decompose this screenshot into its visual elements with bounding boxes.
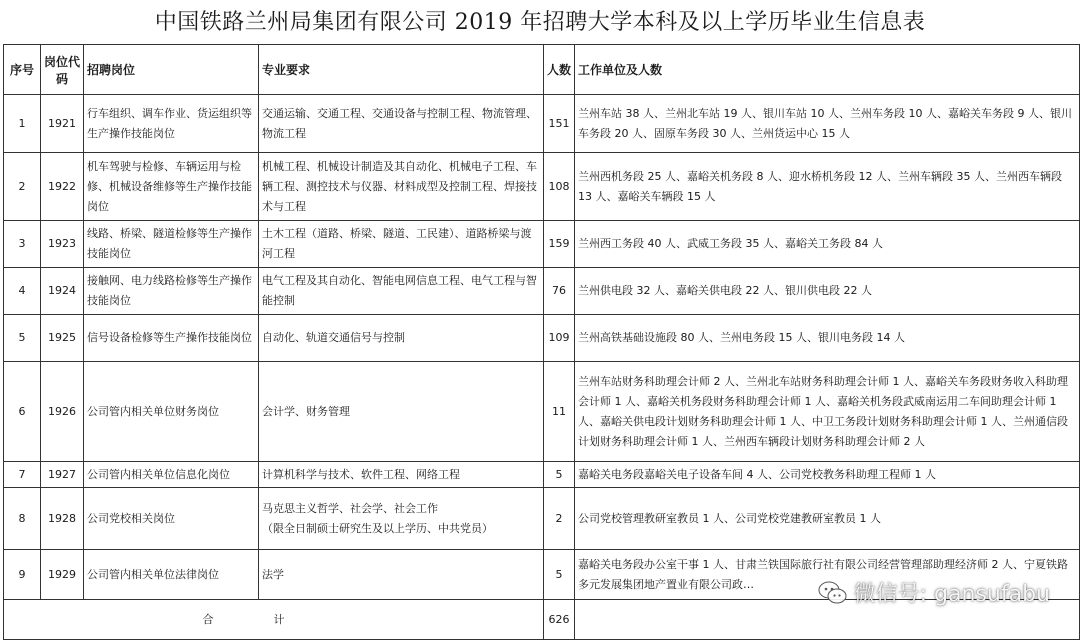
cell-units: 兰州西机务段 25 人、嘉峪关机务段 8 人、迎水桥机务段 12 人、兰州车辆段 35 人、兰州西车辆段 13 人、嘉峪关车辆段 15 人 [575,153,1080,221]
wechat-icon [818,580,848,606]
cell-code: 1925 [41,315,84,362]
table-row [4,153,1080,221]
cell-seq: 3 [4,221,41,268]
table-row [4,95,1080,153]
cell-units: 嘉峪关电务段嘉峪关电子设备车间 4 人、公司党校教务科助理工程师 1 人 [575,462,1080,488]
watermark [818,577,1050,608]
cell-code: 1927 [41,462,84,488]
cell-position: 公司管内相关单位信息化岗位 [84,462,259,488]
cell-major: 会计学、财务管理 [259,362,544,462]
cell-position: 机车驾驶与检修、车辆运用与检修、机械设备维修等生产操作技能岗位 [84,153,259,221]
cell-count: 151 [544,95,575,153]
cell-major: 自动化、轨道交通信号与控制 [259,315,544,362]
cell-major: 法学 [259,550,544,600]
cell-seq: 6 [4,362,41,462]
cell-count: 11 [544,362,575,462]
cell-code: 1922 [41,153,84,221]
cell-seq: 9 [4,550,41,600]
header-count: 人数 [544,45,575,95]
table-row [4,362,1080,462]
cell-position: 公司党校相关岗位 [84,488,259,550]
cell-units: 兰州车站财务科助理会计师 2 人、兰州北车站财务科助理会计师 1 人、嘉峪关车务段财务收入科助理会计师 1 人、嘉峪关机务段财务科助理会计师 1 人、嘉峪关机务段武威南运用二车间助理会计师 1 人、嘉峪关供电段计划财务科助理会计师 1 人、中卫工务段计划财务科助理会计师 1 人、兰州通信段计划财务科助理会计师 1 人、兰州西车辆段计划财务科助理会计师 2 人 [575,362,1080,462]
table-row [4,488,1080,550]
cell-seq: 1 [4,95,41,153]
cell-units: 兰州西工务段 40 人、武威工务段 35 人、嘉峪关工务段 84 人 [575,221,1080,268]
cell-position: 接触网、电力线路检修等生产操作技能岗位 [84,268,259,315]
cell-seq: 7 [4,462,41,488]
cell-position: 信号设备检修等生产操作技能岗位 [84,315,259,362]
table-row [4,462,1080,488]
cell-count: 5 [544,550,575,600]
cell-code: 1929 [41,550,84,600]
cell-seq: 2 [4,153,41,221]
cell-major: 机械工程、机械设计制造及其自动化、机械电子工程、车辆工程、测控技术与仪器、材料成型及控制工程、焊接技术与工程 [259,153,544,221]
watermark-text: 微信号: gansufabu [853,582,1050,607]
cell-units: 兰州高铁基础设施段 80 人、兰州电务段 15 人、银川电务段 14 人 [575,315,1080,362]
cell-code: 1923 [41,221,84,268]
table-row [4,268,1080,315]
cell-count: 159 [544,221,575,268]
header-major: 专业要求 [259,45,544,95]
cell-units: 兰州供电段 32 人、嘉峪关供电段 22 人、银川供电段 22 人 [575,268,1080,315]
total-count: 626 [544,600,575,640]
recruitment-table [3,44,1080,640]
cell-count: 2 [544,488,575,550]
cell-position: 公司管内相关单位法律岗位 [84,550,259,600]
document-title: 中国铁路兰州局集团有限公司 2019 年招聘大学本科及以上学历毕业生信息表 [154,10,926,35]
cell-code: 1928 [41,488,84,550]
cell-seq: 5 [4,315,41,362]
cell-count: 109 [544,315,575,362]
table-row [4,315,1080,362]
cell-major: 交通运输、交通工程、交通设备与控制工程、物流管理、物流工程 [259,95,544,153]
cell-count: 76 [544,268,575,315]
cell-position: 行车组织、调车作业、货运组织等生产操作技能岗位 [84,95,259,153]
table-header-row [4,45,1080,95]
header-units: 工作单位及人数 [575,45,1080,95]
cell-units: 公司党校管理教研室教员 1 人、公司党校党建教研室教员 1 人 [575,488,1080,550]
cell-major: 电气工程及其自动化、智能电网信息工程、电气工程与智能控制 [259,268,544,315]
cell-count: 108 [544,153,575,221]
cell-seq: 8 [4,488,41,550]
cell-count: 5 [544,462,575,488]
cell-seq: 4 [4,268,41,315]
cell-major: 土木工程（道路、桥梁、隧道、工民建）、道路桥梁与渡河工程 [259,221,544,268]
header-seq: 序号 [4,45,41,95]
total-label: 合计 [4,600,544,640]
header-code: 岗位代码 [41,45,84,95]
cell-code: 1921 [41,95,84,153]
header-position: 招聘岗位 [84,45,259,95]
cell-major: 计算机科学与技术、软件工程、网络工程 [259,462,544,488]
cell-major-main: 马克思主义哲学、社会学、社会工作 [262,501,438,515]
cell-major [259,488,544,550]
cell-code: 1924 [41,268,84,315]
cell-position: 线路、桥梁、隧道检修等生产操作技能岗位 [84,221,259,268]
table-row [4,221,1080,268]
cell-code: 1926 [41,362,84,462]
cell-units: 兰州车站 38 人、兰州北车站 19 人、银川车站 10 人、兰州车务段 10 人、嘉峪关车务段 9 人、银川车务段 20 人、固原车务段 30 人、兰州货运中心 15 人 [575,95,1080,153]
cell-major-note: （限全日制硕士研究生及以上学历、中共党员） [262,521,493,535]
cell-units: 嘉峪关电务段办公室干事 1 人、甘肃兰铁国际旅行社有限公司经营管理部助理经济师 2 人、宁夏铁路多元发展集团地产置业有限公司政… [575,550,1080,600]
cell-position: 公司管内相关单位财务岗位 [84,362,259,462]
